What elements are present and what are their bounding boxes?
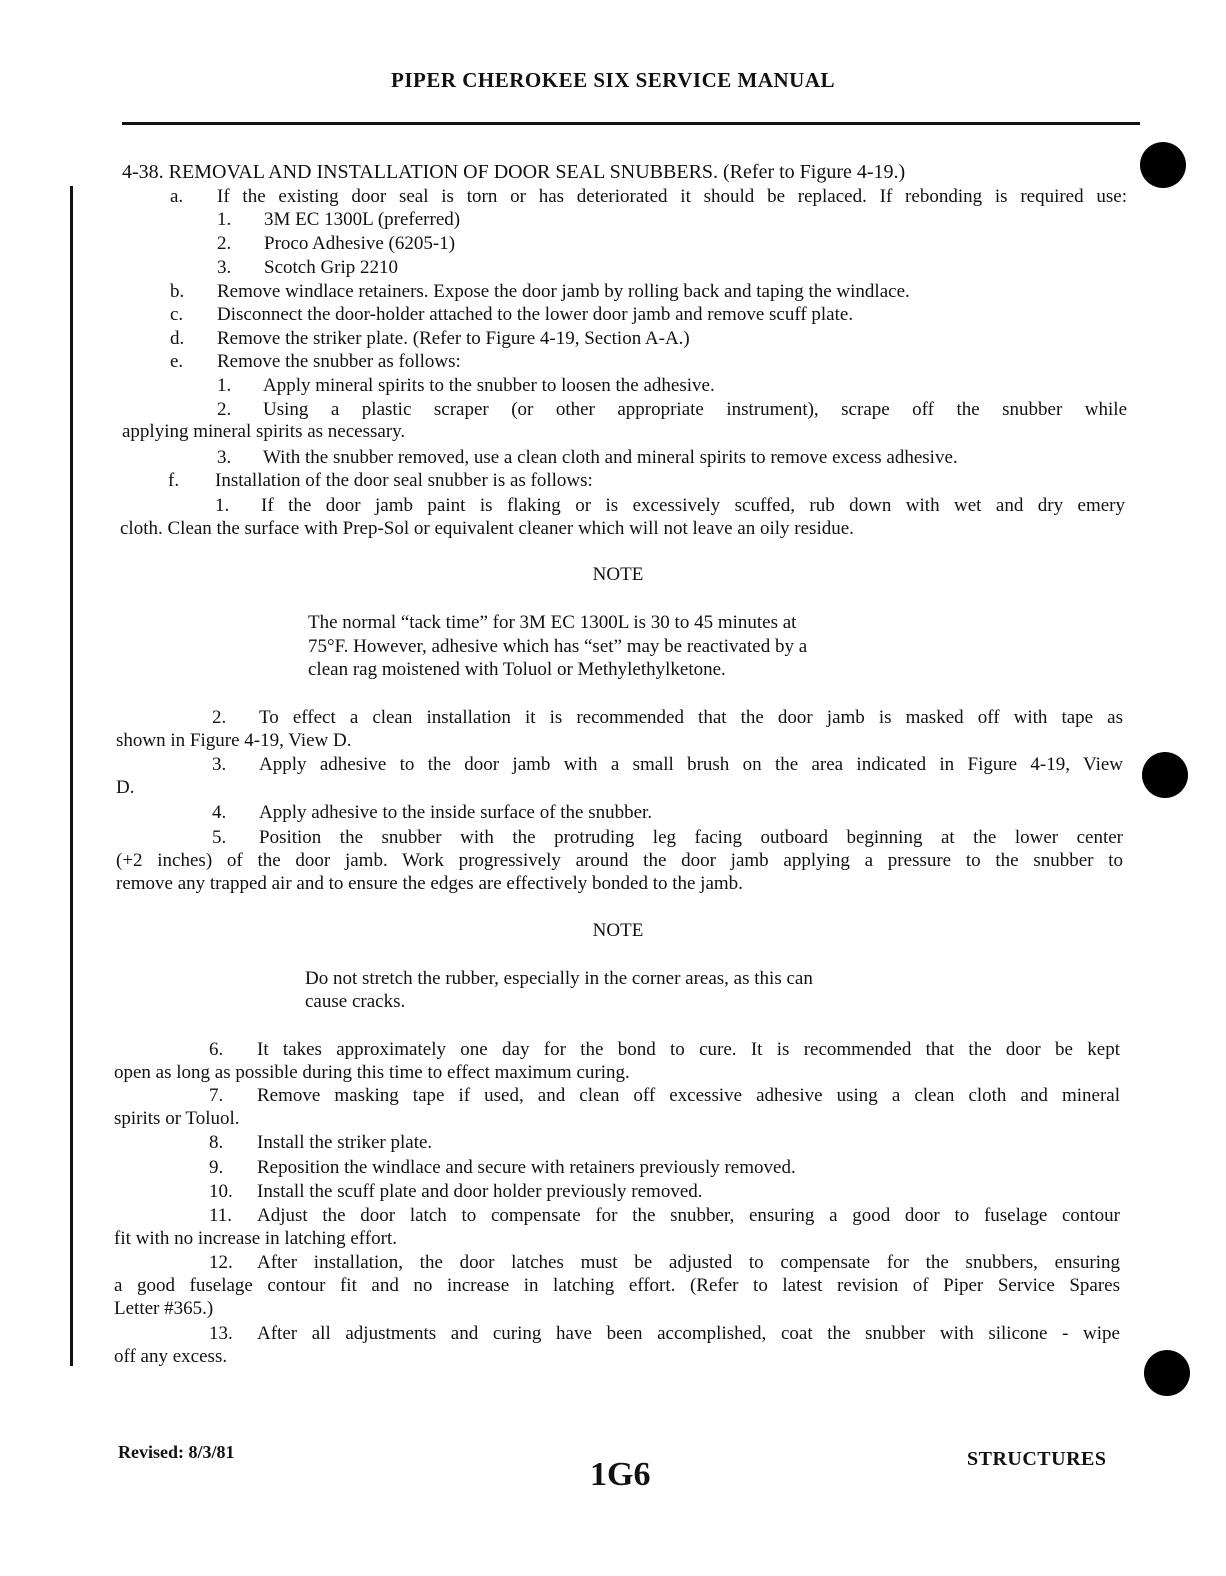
step-12-text-c: Letter #365.): [114, 1298, 214, 1319]
step-7-text-a: Remove masking tape if used, and clean off excessive adhesive using a clean cloth and mineral: [257, 1085, 1120, 1106]
step-3-num: 3.: [212, 754, 227, 775]
section-heading: 4-38. REMOVAL AND INSTALLATION OF DOOR SEAL SNUBBERS. (Refer to Figure 4-19.): [122, 161, 906, 183]
item-b-label: b.: [170, 281, 185, 302]
note-1-line-2: 75°F. However, adhesive which has “set” may be reactivated by a: [308, 636, 808, 657]
step-11-text-b: fit with no increase in latching effort.: [114, 1228, 397, 1249]
item-d-text: Remove the striker plate. (Refer to Figure 4-19, Section A-A.): [217, 328, 690, 349]
step-9-text: Reposition the windlace and secure with retainers previously removed.: [257, 1157, 796, 1178]
note-1-line-3: clean rag moistened with Toluol or Methylethylketone.: [308, 659, 726, 680]
step-8-text: Install the striker plate.: [257, 1132, 433, 1153]
step-5-text-a: Position the snubber with the protruding leg facing outboard beginning at the lower center: [259, 827, 1123, 848]
step-3-text-a: Apply adhesive to the door jamb with a small brush on the area indicated in Figure 4-19, View: [259, 754, 1123, 775]
item-e3-text: With the snubber removed, use a clean cloth and mineral spirits to remove excess adhesive.: [263, 447, 958, 468]
page-header-title: PIPER CHEROKEE SIX SERVICE MANUAL: [391, 68, 835, 92]
item-f1-num: 1.: [215, 495, 230, 516]
step-13-text-a: After all adjustments and curing have been accomplished, coat the snubber with silicone - wipe: [257, 1323, 1120, 1344]
step-8-num: 8.: [209, 1132, 224, 1153]
step-2-text-b: shown in Figure 4-19, View D.: [116, 730, 352, 751]
item-c-label: c.: [170, 304, 184, 325]
item-e-label: e.: [170, 351, 184, 372]
item-e-text: Remove the snubber as follows:: [217, 351, 461, 372]
step-6-text-b: open as long as possible during this time to effect maximum curing.: [114, 1062, 630, 1083]
step-5-text-c: remove any trapped air and to ensure the edges are effectively bonded to the jamb.: [116, 873, 743, 894]
item-f-label: f.: [168, 470, 180, 491]
step-9-num: 9.: [209, 1157, 224, 1178]
note-1-line-1: The normal “tack time” for 3M EC 1300L is 30 to 45 minutes at: [308, 612, 797, 633]
item-b-text: Remove windlace retainers. Expose the door jamb by rolling back and taping the windlace.: [217, 281, 910, 302]
step-4-num: 4.: [212, 802, 227, 823]
item-a2-text: Proco Adhesive (6205-1): [264, 233, 456, 254]
page-number: 1G6: [590, 1456, 651, 1493]
item-a3-text: Scotch Grip 2210: [264, 257, 399, 278]
binder-hole-bottom: [1144, 1350, 1190, 1396]
footer-revised-date: Revised: 8/3/81: [118, 1442, 235, 1462]
binder-hole-top: [1140, 142, 1186, 188]
item-a-label: a.: [170, 186, 184, 207]
step-2-num: 2.: [212, 707, 227, 728]
step-6-num: 6.: [209, 1039, 224, 1060]
step-7-text-b: spirits or Toluol.: [114, 1108, 240, 1129]
item-e2-text-b: applying mineral spirits as necessary.: [122, 421, 406, 442]
step-3-text-b: D.: [116, 777, 135, 798]
step-4-text: Apply adhesive to the inside surface of the snubber.: [259, 802, 653, 823]
item-c-text: Disconnect the door-holder attached to the lower door jamb and remove scuff plate.: [217, 304, 854, 325]
item-f1-text-b: cloth. Clean the surface with Prep-Sol or equivalent cleaner which will not leave an oily residue.: [120, 518, 854, 539]
item-f-text: Installation of the door seal snubber is as follows:: [215, 470, 593, 491]
binder-hole-middle: [1142, 752, 1188, 798]
item-a2-num: 2.: [217, 233, 232, 254]
step-11-text-a: Adjust the door latch to compensate for the snubber, ensuring a good door to fuselage contour: [257, 1205, 1120, 1226]
item-d-label: d.: [170, 328, 185, 349]
item-e2-text-a: Using a plastic scraper (or other appropriate instrument), scrape off the snubber while: [263, 399, 1127, 420]
step-7-num: 7.: [209, 1085, 224, 1106]
footer-section-name: STRUCTURES: [967, 1448, 1107, 1470]
item-e2-num: 2.: [217, 399, 232, 420]
note-2-line-2: cause cracks.: [305, 991, 406, 1012]
step-13-text-b: off any excess.: [114, 1346, 228, 1367]
item-a-text: If the existing door seal is torn or has deteriorated it should be replaced. If rebonding is required use:: [217, 186, 1127, 207]
step-6-text-a: It takes approximately one day for the bond to cure. It is recommended that the door be kept: [257, 1039, 1120, 1060]
item-a3-num: 3.: [217, 257, 232, 278]
item-a1-text: 3M EC 1300L (preferred): [264, 209, 461, 230]
step-10-text: Install the scuff plate and door holder previously removed.: [257, 1181, 703, 1202]
step-5-num: 5.: [212, 827, 227, 848]
note-1-title: NOTE: [592, 564, 644, 585]
header-rule: [122, 122, 1140, 125]
item-e1-text: Apply mineral spirits to the snubber to loosen the adhesive.: [263, 375, 715, 396]
step-12-text-a: After installation, the door latches must be adjusted to compensate for the snubbers, ensuring: [257, 1252, 1120, 1273]
item-f1-text-a: If the door jamb paint is flaking or is excessively scuffed, rub down with wet and dry emery: [261, 495, 1125, 516]
note-2-title: NOTE: [592, 920, 644, 941]
step-12-num: 12.: [209, 1252, 233, 1273]
step-13-num: 13.: [209, 1323, 233, 1344]
step-5-text-b: (+2 inches) of the door jamb. Work progressively around the door jamb applying a pressure to the snubber to: [116, 850, 1123, 871]
step-12-text-b: a good fuselage contour fit and no increase in latching effort. (Refer to latest revision of Piper Service Spares: [114, 1275, 1120, 1296]
item-e1-num: 1.: [217, 375, 232, 396]
step-11-num: 11.: [209, 1205, 233, 1226]
step-2-text-a: To effect a clean installation it is recommended that the door jamb is masked off with tape as: [259, 707, 1123, 728]
item-e3-num: 3.: [217, 447, 232, 468]
step-10-num: 10.: [209, 1181, 233, 1202]
item-a1-num: 1.: [217, 209, 232, 230]
change-bar: [70, 186, 73, 1366]
note-2-line-1: Do not stretch the rubber, especially in the corner areas, as this can: [305, 968, 813, 989]
